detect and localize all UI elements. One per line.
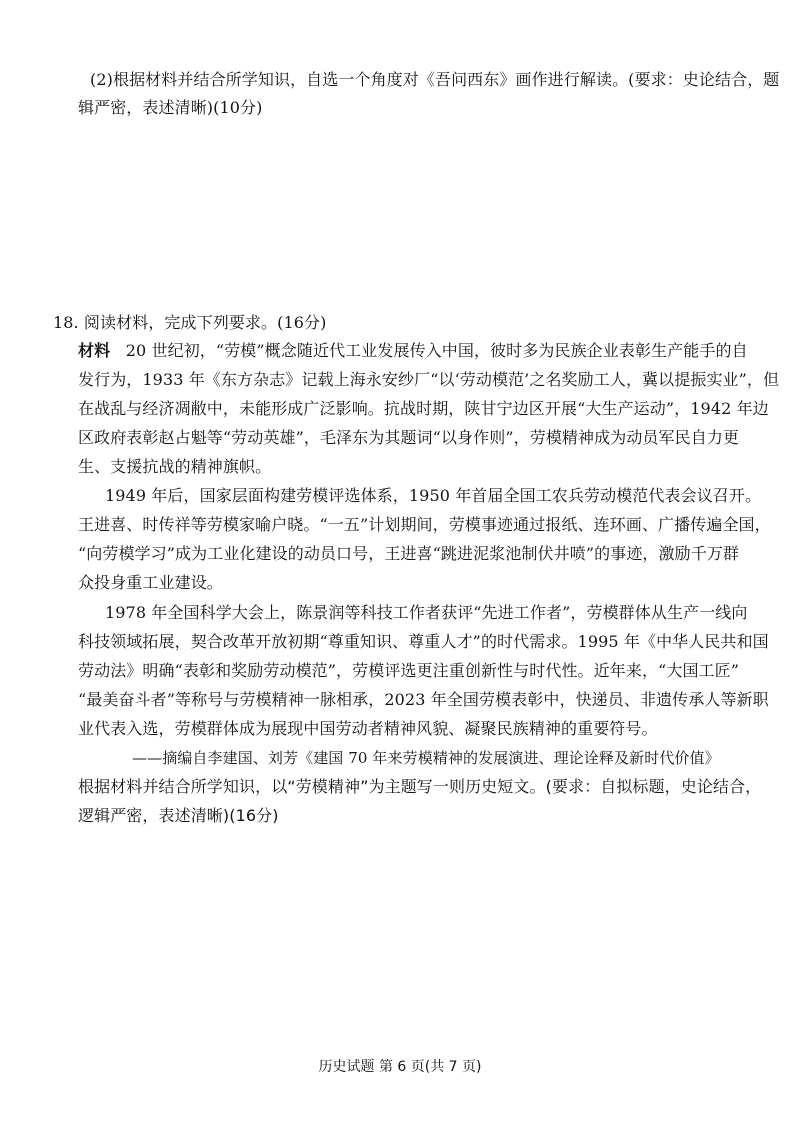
q18-task-line-1: 根据材料并结合所学知识，以“劳模精神”为主题写一则历史短文。(要求：自拟标题，史论结合，	[78, 777, 762, 796]
q18-material-paragraph-1-line-4: 区政府表彰赵占魁等“劳动英雄”，毛泽东为其题词“以身作则”，劳模精神成为动员军民自力更	[78, 428, 740, 447]
q18-material-paragraph-1-line-5: 生、支援抗战的精神旗帜。	[78, 457, 272, 476]
q18-material-paragraph-3-line-2: 科技领域拓展，契合改革开放初期“尊重知识、尊重人才”的时代需求。1995 年《中华人民共和国	[78, 632, 769, 651]
q18-material-paragraph-1-line-1	[78, 341, 748, 361]
q18-material-paragraph-3-line-5: 业代表入选，劳模群体成为展现中国劳动者精神风貌、凝聚民族精神的重要符号。	[78, 719, 658, 738]
q18-source-citation: ——摘编自李建国、刘芳《建国 70 年来劳模精神的发展演进、理论诠释及新时代价值》	[132, 749, 720, 767]
q18-material-paragraph-1-line-3: 在战乱与经济凋敝中，未能形成广泛影响。抗战时期，陕甘宁边区开展“大生产运动”，1942 年边	[78, 399, 769, 418]
q18-material-paragraph-2-line-3: “向劳模学习”成为工业化建设的动员口号，王进喜“跳进泥浆池制伏井喷”的事迹，激励千万群	[78, 544, 740, 563]
q18-material-paragraph-3-line-1: 1978 年全国科学大会上，陈景润等科技工作者获评“先进工作者”，劳模群体从生产一线向	[105, 603, 748, 622]
q18-heading: 18. 阅读材料，完成下列要求。(16分)	[53, 313, 327, 332]
q18-task-line-2: 逻辑严密，表述清晰)(16分)	[78, 806, 279, 825]
q18-material-paragraph-2-line-4: 众投身重工业建设。	[78, 573, 223, 592]
material-label: 材料	[78, 341, 111, 360]
q18-material-paragraph-3-line-4: “最美奋斗者”等称号与劳模精神一脉相承，2023 年全国劳模表彰中，快递员、非遗传承人等新职	[78, 690, 769, 709]
q18-material-paragraph-1-line-2: 发行为，1933 年《东方杂志》记载上海永安纱厂“以‘劳动模范’之名奖励工人，冀以提振实业”，但	[78, 370, 780, 389]
q17-part2-line-1: (2)根据材料并结合所学知识，自选一个角度对《吾问西东》画作进行解读。(要求：史论结合，题	[90, 70, 780, 89]
p1-line-1-text: 20 世纪初，“劳模”概念随近代工业发展传入中国，彼时多为民族企业表彰生产能手的自	[125, 341, 748, 360]
q18-material-paragraph-3-line-3: 劳动法》明确“表彰和奖励劳动模范”，劳模评选更注重创新性与时代性。近年来，“大国工匠”	[78, 661, 740, 680]
q17-part2-line-2: 辑严密，表述清晰)(10分)	[78, 98, 263, 117]
q18-material-paragraph-2-line-2: 王进喜、时传祥等劳模家喻户晓。“一五”计划期间，劳模事迹通过报纸、连环画、广播传遍全国，	[78, 515, 771, 534]
page-footer: 历史试题 第 6 页(共 7 页)	[318, 1059, 482, 1075]
q18-material-paragraph-2-line-1: 1949 年后，国家层面构建劳模评选体系，1950 年首届全国工农兵劳动模范代表会议召开。	[105, 486, 762, 505]
